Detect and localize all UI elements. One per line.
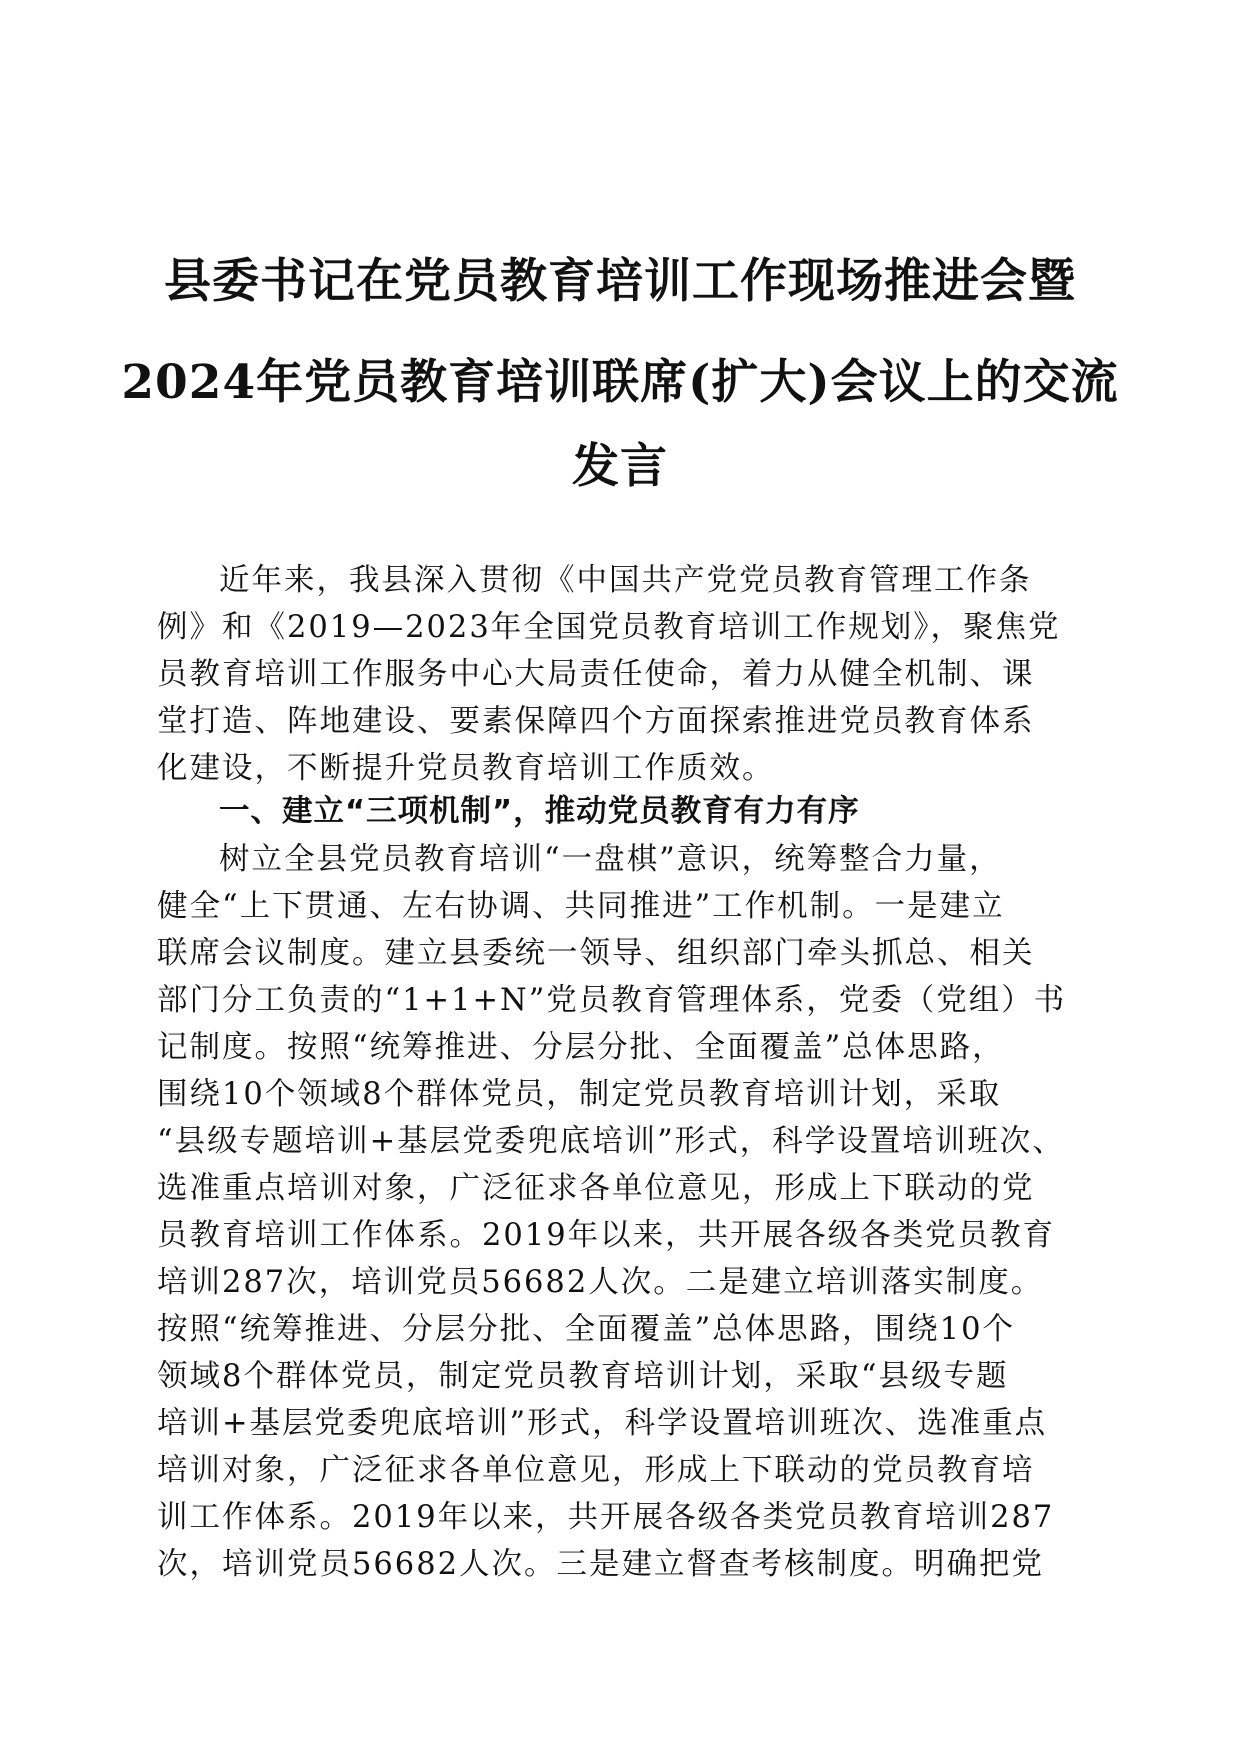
paragraph2-line-12: 领域8个群体党员，制定党员教育培训计划，采取“县级专题 xyxy=(157,1359,1009,1394)
paragraph2-line-10: 培训287次，培训党员56682人次。二是建立培训落实制度。 xyxy=(157,1265,1044,1300)
section1-heading: 一、建立“三项机制”，推动党员教育有力有序 xyxy=(219,794,860,829)
paragraph2-line-9: 员教育培训工作体系。2019年以来，共开展各级各类党员教育 xyxy=(157,1218,1056,1253)
paragraph1-line-2: 例》和《2019—2023年全国党员教育培训工作规划》，聚焦党 xyxy=(157,610,1061,645)
title-line-2: 2024年党员教育培训联席(扩大)会议上的交流 xyxy=(121,355,1119,410)
paragraph2-line-7: “县级专题培训+基层党委兜底培训”形式，科学设置培训班次、 xyxy=(157,1124,1065,1159)
paragraph2-line-4: 部门分工负责的“1+1+N”党员教育管理体系，党委（党组）书 xyxy=(157,983,1067,1018)
title-line-1: 县委书记在党员教育培训工作现场推进会暨 xyxy=(164,254,1076,309)
paragraph1-line-1: 近年来，我县深入贯彻《中国共产党党员教育管理工作条 xyxy=(219,563,1032,598)
paragraph2-line-5: 记制度。按照“统筹推进、分层分批、全面覆盖”总体思路， xyxy=(157,1030,1005,1065)
paragraph1-line-5: 化建设，不断提升党员教育培训工作质效。 xyxy=(157,751,775,786)
paragraph1-line-4: 堂打造、阵地建设、要素保障四个方面探索推进党员教育体系 xyxy=(157,704,1035,739)
paragraph2-line-16: 次，培训党员56682人次。三是建立督查考核制度。明确把党 xyxy=(157,1547,1045,1582)
paragraph2-line-6: 围绕10个领域8个群体党员，制定党员教育培训计划，采取 xyxy=(157,1077,1002,1112)
paragraph2-line-2: 健全“上下贯通、左右协调、共同推进”工作机制。一是建立 xyxy=(157,889,1005,924)
paragraph2-line-1: 树立全县党员教育培训“一盘棋”意识，统筹整合力量， xyxy=(219,842,1002,877)
paragraph2-line-8: 选准重点培训对象，广泛征求各单位意见，形成上下联动的党 xyxy=(157,1171,1035,1206)
paragraph2-line-15: 训工作体系。2019年以来，共开展各级各类党员教育培训287 xyxy=(157,1500,1055,1535)
paragraph2-line-14: 培训对象，广泛征求各单位意见，形成上下联动的党员教育培 xyxy=(157,1453,1035,1488)
paragraph1-line-3: 员教育培训工作服务中心大局责任使命，着力从健全机制、课 xyxy=(157,657,1035,692)
title-line-3: 发言 xyxy=(572,439,668,494)
paragraph2-line-11: 按照“统筹推进、分层分批、全面覆盖”总体思路，围绕10个 xyxy=(157,1312,1015,1347)
paragraph2-line-3: 联席会议制度。建立县委统一领导、组织部门牵头抓总、相关 xyxy=(157,936,1035,971)
paragraph2-line-13: 培训+基层党委兜底培训”形式，科学设置培训班次、选准重点 xyxy=(157,1406,1048,1441)
